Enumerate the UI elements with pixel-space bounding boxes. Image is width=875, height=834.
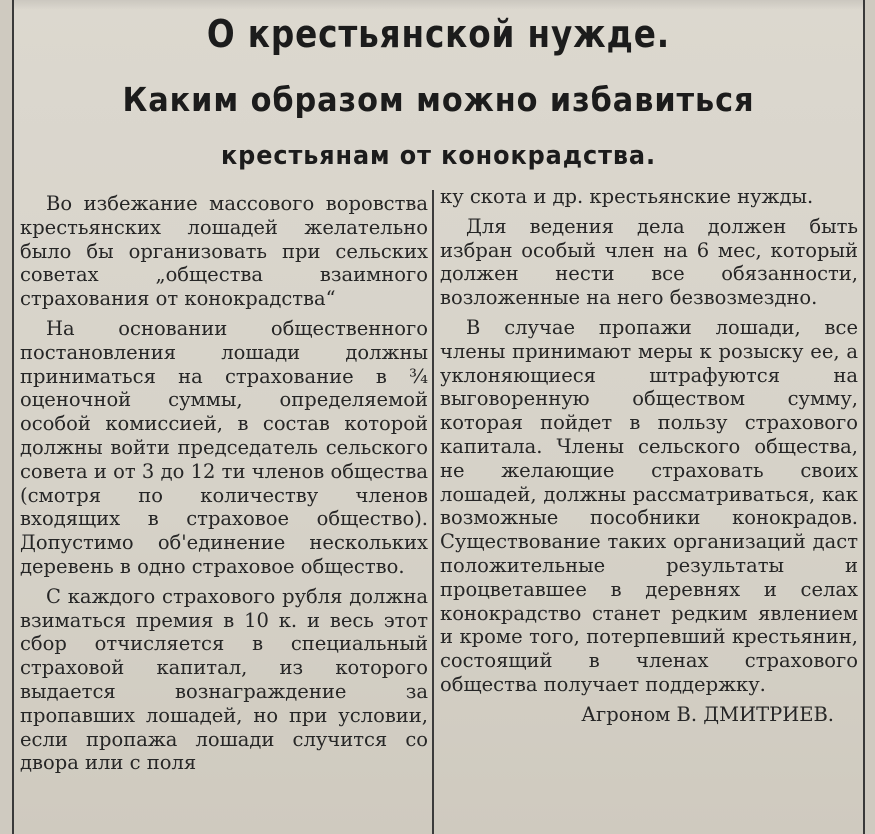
column-divider xyxy=(432,190,434,834)
page-shadow xyxy=(14,0,863,10)
author-signature: Агроном В. ДМИТРИЕВ. xyxy=(581,702,834,726)
article-column-right xyxy=(440,185,858,727)
paragraph: В случае пропажи лошади, все члены принимают меры к розыску ее, а уклоняющиеся штрафуются на выговоренную обществом сумму, которая пойдет в пользу страхового капитала. Члены сельского общества, не желающие страховать своих лошадей, должны рассматриваться, как возможные пособники конокрадов. Существование таких организаций даст положительные результаты и процветавшее в деревнях и селах конокрадство станет редким явлением и кроме того, потерпевший крестьянин, состоящий в членах страхового общества получает поддержку. xyxy=(440,315,858,696)
paragraph: На основании общественного постановления лошади должны приниматься на страхование в ¾ оценочной суммы, определяемой особой комиссией, в состав которой должны войти председатель сельского совета и от 3 до 12 ти членов общества (смотря по количеству членов входящих в страховое общество). Допустимо об'единение нескольких деревень в одно страховое общество. xyxy=(20,316,428,578)
paragraph: ку скота и др. крестьянские нужды. xyxy=(440,185,814,208)
paragraph: Для ведения дела должен быть избран особый член на 6 мес, который должен нести все обязанности, возложенные на него безвозмездно. xyxy=(440,214,858,310)
left-column-edge xyxy=(0,0,14,834)
article-subheadline-1: Каким образом можно избавиться xyxy=(122,80,755,119)
right-column-edge xyxy=(863,0,875,834)
article-column-left xyxy=(20,192,428,775)
article-subheadline-2: крестьянам от конокрадства. xyxy=(221,141,656,171)
paragraph: Во избежание массового воровства крестьянских лошадей желательно было бы организовать при сельских советах „общества взаимного страхования от конокрадства“ xyxy=(20,192,428,311)
paragraph: С каждого страхового рубля должна взиматься премия в 10 к. и весь этот сбор отчисляется в специальный страховой капитал, из которого выдается вознаграждение за пропавших лошадей, но при условии, если пропажа лошади случится со двора или с поля xyxy=(20,584,428,775)
article-headline: О крестьянской нужде. xyxy=(206,12,671,56)
